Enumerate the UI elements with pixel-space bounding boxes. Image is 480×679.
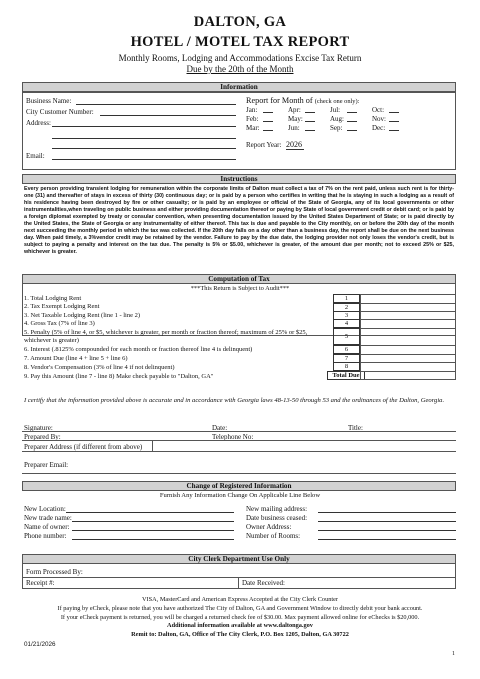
month-label-apr: Apr: <box>288 106 301 114</box>
preparer-email-label: Preparer Email: <box>24 461 69 469</box>
month-check-dec[interactable] <box>389 130 399 131</box>
business-name-field[interactable] <box>76 104 236 105</box>
month-check-jul[interactable] <box>347 112 357 113</box>
month-check-apr[interactable] <box>305 112 315 113</box>
owner-address-label: Owner Address: <box>246 523 292 531</box>
change-info-note: Furnish Any Information Change On Applicable Line Below <box>159 492 321 499</box>
email-field[interactable] <box>52 159 236 160</box>
form-processed-by-line[interactable] <box>22 577 456 578</box>
line-6-label: 6. Interest (.8125% compounded for each month or fraction thereof line 4 is delinquent) <box>24 346 253 353</box>
receipt-label: Receipt #: <box>26 579 55 587</box>
website-note: Additional information available at www.daltonga.gov <box>167 622 313 629</box>
signature-label: Signature: <box>24 424 53 432</box>
date-ceased-label: Date business ceased: <box>246 514 308 522</box>
prepared-by-label: Prepared By: <box>24 433 61 441</box>
month-label-mar: Mar: <box>246 124 260 132</box>
line-8-label: 8. Vendor's Compensation (3% of line 4 if not delinquent) <box>24 364 175 371</box>
due-date-note: Due by the 20th of the Month <box>186 64 294 74</box>
amount-column <box>360 294 456 380</box>
name-of-owner-label: Name of owner: <box>24 523 70 531</box>
line-5-number: 5 <box>333 328 360 345</box>
line-1-label: 1. Total Lodging Rent <box>24 295 82 302</box>
line-6-number: 6 <box>333 345 360 354</box>
echeck-return-note: If your eCheck payment is returned, you will be charged a returned check fee of $30.00. Max payment allowed online for eChecks is $20,000. <box>60 614 420 621</box>
line-7-label: 7. Amount Due (line 4 + line 5 + line 6) <box>24 355 128 362</box>
echeck-authorization-note: If paying by eCheck, please note that you have authorized The City of Dalton, GA and Government Window to directly debit your bank account. <box>57 605 423 612</box>
line-5-label: 5. Penalty (5% of line 4, or $5, whichever is greater, per month or fraction thereof; maximum of 25% or $25, whichever is greater) <box>24 329 308 344</box>
information-bar: Information <box>22 82 456 92</box>
form-processed-by-label: Form Processed By: <box>26 568 83 576</box>
date-received-label: Date Received: <box>242 579 285 587</box>
address-field-3[interactable] <box>52 148 236 149</box>
month-label-sep: Sep: <box>330 124 343 132</box>
month-check-mar[interactable] <box>263 130 273 131</box>
line-3-label: 3. Net Taxable Lodging Rent (line 1 - line 2) <box>24 312 141 319</box>
preparer-address-divider <box>152 440 153 451</box>
month-label-feb: Feb: <box>246 115 259 123</box>
amount-line-7[interactable] <box>360 362 456 363</box>
month-label-nov: Nov: <box>372 115 386 123</box>
new-location-field[interactable] <box>66 512 234 513</box>
month-label-jan: Jan: <box>246 106 258 114</box>
line-9-label: 9. Pay this Amount (line 7 - line 8) Make check payable to "Dalton, GA" <box>24 373 214 380</box>
month-label-jun: Jun: <box>288 124 300 132</box>
month-check-jan[interactable] <box>263 112 273 113</box>
customer-number-label: City Customer Number: <box>26 108 94 116</box>
report-year-underline <box>286 149 304 150</box>
address-label: Address: <box>26 119 51 127</box>
new-location-label: New Location: <box>24 505 66 513</box>
clerk-divider <box>238 577 239 589</box>
page-subtitle: Monthly Rooms, Lodging and Accommodations Excise Tax Return <box>118 53 362 63</box>
business-name-label: Business Name: <box>26 97 72 105</box>
month-label-may: May: <box>288 115 303 123</box>
customer-number-field[interactable] <box>100 115 236 116</box>
line-8-number: 8 <box>333 362 360 371</box>
title-label: Title: <box>348 424 363 432</box>
month-check-oct[interactable] <box>389 112 399 113</box>
line-3-number: 3 <box>333 311 360 320</box>
line-4-label: 4. Gross Tax (7% of line 3) <box>24 320 95 327</box>
amount-line-8[interactable] <box>360 371 456 372</box>
month-check-feb[interactable] <box>263 121 273 122</box>
phone-number-label: Phone number: <box>24 532 67 540</box>
clerk-bar: City Clerk Department Use Only <box>22 554 456 564</box>
amount-line-4[interactable] <box>360 328 456 329</box>
month-label-aug: Aug: <box>330 115 344 123</box>
telephone-label: Telephone No: <box>212 433 254 441</box>
email-label: Email: <box>26 152 45 160</box>
name-of-owner-field[interactable] <box>72 530 234 531</box>
address-field-2[interactable] <box>52 138 236 139</box>
certification-text: I certify that the information provided above is accurate and in accordance with Georgia laws 48-13-50 through 53 and the ordinances of the Dalton, Georgia. <box>24 397 445 404</box>
line-2-label: 2. Tax Exempt Lodging Rent <box>24 303 100 310</box>
line-2-number: 2 <box>333 303 360 312</box>
new-mailing-label: New mailing address: <box>246 505 308 513</box>
amount-line-3[interactable] <box>360 319 456 320</box>
month-label-jul: Jul: <box>330 106 341 114</box>
month-check-nov[interactable] <box>389 121 399 122</box>
preparer-address-line[interactable] <box>22 451 456 452</box>
total-due-label: Total Due <box>327 371 365 380</box>
report-year-value[interactable]: 2026 <box>286 140 302 149</box>
month-check-sep[interactable] <box>347 130 357 131</box>
new-trade-name-label: New trade name: <box>24 514 72 522</box>
new-trade-name-field[interactable] <box>72 521 234 522</box>
amount-line-1[interactable] <box>360 303 456 304</box>
page-title: HOTEL / MOTEL TAX REPORT <box>130 34 350 50</box>
signature-line[interactable] <box>22 431 456 432</box>
phone-number-field[interactable] <box>72 539 234 540</box>
payment-methods-note: VISA, MasterCard and American Express Accepted at the City Clerk Counter <box>141 596 339 603</box>
preparer-address-label: Preparer Address (if different from above) <box>24 443 143 451</box>
owner-address-field[interactable] <box>318 530 456 531</box>
amount-line-5[interactable] <box>360 345 456 346</box>
number-of-rooms-label: Number of Rooms: <box>246 532 301 540</box>
line-4-number: 4 <box>333 319 360 328</box>
amount-line-2[interactable] <box>360 311 456 312</box>
audit-note: ***This Return is Subject to Audit*** <box>190 285 290 292</box>
instructions-bar: Instructions <box>22 174 456 184</box>
amount-line-6[interactable] <box>360 354 456 355</box>
month-check-jun[interactable] <box>305 130 315 131</box>
address-field-1[interactable] <box>52 126 236 127</box>
new-mailing-field[interactable] <box>318 512 456 513</box>
prepared-by-line[interactable] <box>22 440 456 441</box>
report-month-label: Report for Month of (check one only): <box>246 96 360 105</box>
month-check-aug[interactable] <box>347 121 357 122</box>
date-label: Date: <box>212 424 228 432</box>
month-label-dec: Dec: <box>372 124 386 132</box>
computation-bar: Computation of Tax <box>22 274 456 284</box>
line-7-number: 7 <box>333 354 360 363</box>
month-check-may[interactable] <box>305 121 315 122</box>
city-heading: DALTON, GA <box>193 14 287 30</box>
page-number: 1 <box>452 651 455 657</box>
change-info-bar: Change of Registered Information <box>22 481 456 491</box>
form-date: 01/21/2026 <box>24 641 56 648</box>
remit-address: Remit to: Dalton, GA, Office of The City Clerk, P.O. Box 1205, Dalton, GA 30722 <box>131 631 349 638</box>
month-label-oct: Oct: <box>372 106 385 114</box>
date-ceased-field[interactable] <box>318 521 456 522</box>
line-1-number: 1 <box>333 294 360 303</box>
number-of-rooms-field[interactable] <box>318 539 456 540</box>
report-year-label: Report Year: <box>246 141 282 149</box>
instructions-text: Every person providing transient lodging for remuneration within the corporate limits of Dalton must collect a tax of 7% on the rent paid, unless such rent is for thirty-one (31) and thereafter of stays in excess of thirty (30) continuous day; or is paid by a person who certifies in writing that he is staying in such a lodging as a result of his residence having been destroyed by fire or other casualty; or is paid by an employee or official of the State of Georgia, any of its local governments or other instrumentalities,when traveling on public business and either providing documentation thereof or paying by State of local government credit or debit card; or is paid by a foreign diplomat exempted by treaty or consular convention, when presenting documentation issued by the United States Department of State; or is paid directly by the United States, the State of Georgia or any instrumentality of either thereof. This tax is due and payable to the City monthly, on or before the 20th day of the month next succeeding the monthly period in which the tax was collected. If the 20th day falls on a day other than a business day, the report shall be due on the next business day. When paid timely, a 3%vendor credit may be retained by the vendor. Failure to pay by the due date, the lodging provider not only loses the vendor's credit, but is subject to paying a penalty and interest on the tax due. The penalty is 5% or $5.00, whichever is greater, of the amount due per month; not to exceed 25% or $25, whichever is greater. <box>24 186 454 256</box>
preparer-email-line[interactable] <box>22 473 456 474</box>
